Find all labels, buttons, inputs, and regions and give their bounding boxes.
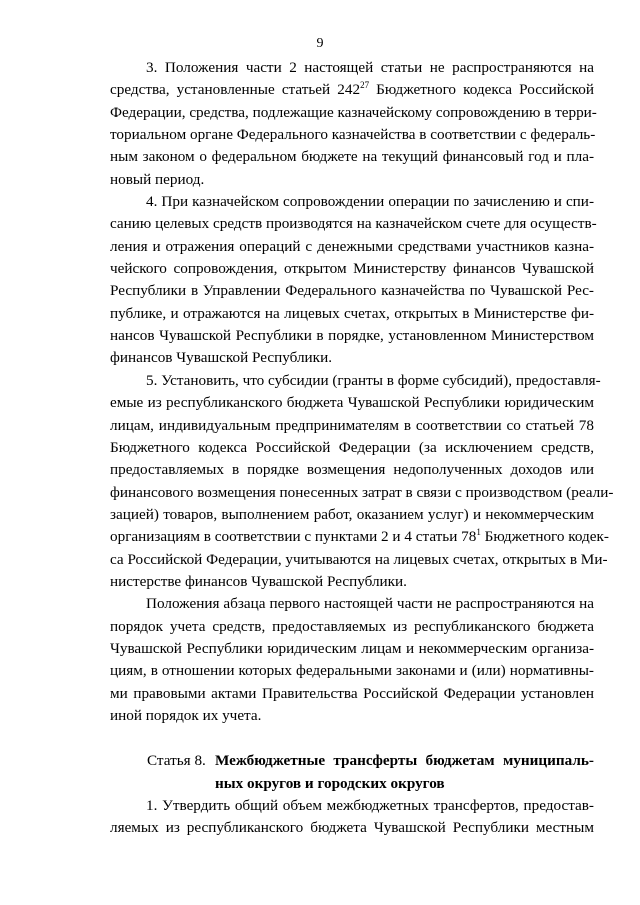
article-number: Статья 8. [147, 752, 206, 770]
text-line: финансов Чувашской Республики. [110, 349, 332, 367]
text-line: публике, и отражаются на лицевых счетах, открытых в Министерстве фи- [110, 304, 594, 322]
text-line: лицам, индивидуальным предпринимателям в соответствии со статьей 78 [110, 416, 594, 434]
text-line: 4. При казначейском сопровождении операции по зачислению и спи- [146, 193, 594, 211]
text-fragment: Бюджетного кодекса Российской [369, 81, 594, 99]
article-8-heading [110, 750, 594, 795]
article-title: ных округов и городских округов [215, 774, 445, 792]
text-line: предоставляемых в порядке возмещения недополученных доходов или [110, 461, 594, 479]
text-line: ториальном органе Федерального казначейства в соответствии с федераль- [110, 126, 596, 144]
text-line: ми правовыми актами Правительства Российской Федерации установлен [110, 684, 594, 702]
text-line: Чувашской Республики юридическим лицам и некоммерческим организа- [110, 639, 594, 657]
text-line: зацией) товаров, выполнением работ, оказанием услуг) и некоммерческим [110, 505, 594, 523]
text-line: 1. Утвердить общий объем межбюджетных трансфертов, предостав- [146, 797, 594, 814]
superscript: 27 [360, 80, 370, 91]
paragraph-4 [110, 191, 597, 370]
text-line: порядок учета средств, предоставляемых из республиканского бюджета [110, 617, 594, 635]
text-line [110, 79, 594, 101]
page-number: 9 [316, 36, 324, 51]
article-title-line [110, 773, 594, 795]
text-line: иной порядок их учета. [110, 706, 262, 724]
text-line: Республики в Управлении Федерального казначейства по Чувашской Рес- [110, 282, 594, 300]
paragraph-6 [110, 593, 594, 727]
text-fragment: Бюджетного кодек- [480, 528, 609, 546]
text-line: чейского сопровождения, открытом Министерству финансов Чувашской [110, 260, 594, 278]
paragraph-3 [110, 57, 597, 191]
text-line: 3. Положения части 2 настоящей статьи не распространяются на [146, 59, 594, 76]
text-fragment: организациям в соответствии с пунктами 2 и 4 статьи 78 [110, 528, 477, 546]
text-line: Бюджетного кодекса Российской Федерации (за исключением средств, [110, 438, 594, 456]
text-line: нистерстве финансов Чувашской Республики. [110, 572, 407, 590]
text-line: новый период. [110, 170, 205, 188]
paragraph-5 [110, 370, 614, 593]
text-line: ным законом о федеральном бюджете на текущий финансовый год и пла- [110, 148, 594, 166]
article-title: Межбюджетные трансферты бюджетам муниципаль- [215, 752, 594, 770]
text-line: ляемых из республиканского бюджета Чувашской Республики местным [110, 819, 594, 837]
text-fragment: средства, установленные статьей 242 [110, 81, 361, 99]
text-line: емые из республиканского бюджета Чувашской Республики юридическим [110, 394, 594, 412]
spacer [110, 727, 594, 750]
text-line: 5. Установить, что субсидии (гранты в форме субсидий), предоставля- [146, 371, 601, 389]
text-line [110, 526, 609, 548]
text-line: Положения абзаца первого настоящей части не распространяются на [146, 595, 594, 613]
document-body [110, 57, 614, 840]
text-line: са Российской Федерации, учитываются на лицевых счетах, открытых в Ми- [110, 550, 608, 568]
text-line: санию целевых средств производятся на казначейском счете для осуществ- [110, 215, 597, 233]
text-line: финансового возмещения понесенных затрат в связи с производством (реали- [110, 483, 614, 501]
text-line: нансов Чувашской Республики в порядке, установленном Министерством [110, 327, 594, 345]
text-line: Федерации, средства, подлежащие казначейскому сопровождению в терри- [110, 103, 597, 121]
superscript: 1 [476, 527, 481, 538]
text-line: ления и отражения операций с денежными средствами участников казна- [110, 237, 594, 255]
paragraph-8-1 [110, 795, 594, 840]
text-line: циям, в отношении которых федеральными законами и (или) нормативны- [110, 662, 594, 680]
